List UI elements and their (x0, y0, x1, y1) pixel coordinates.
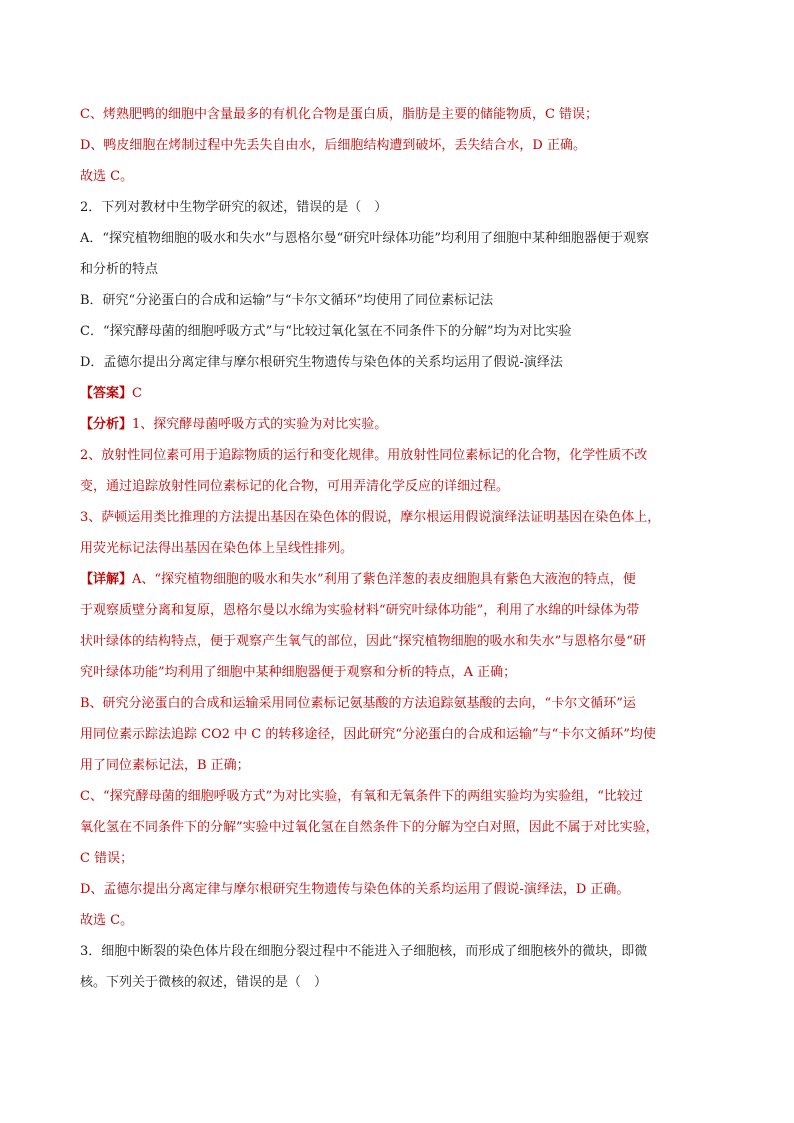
text-line (80, 130, 695, 161)
text-line (80, 812, 695, 843)
line-text: 用同位素示踪法追踪 CO2 中 C 的转移途径，因此研究“分泌蛋白的合成和运输”与“卡尔文循环”均使 (80, 727, 656, 742)
line-text: C、烤熟肥鸭的细胞中含量最多的有机化合物是蛋白质，脂肪是主要的储能物质，C 错误； (80, 107, 599, 122)
text-line (80, 719, 695, 750)
text-line (80, 626, 695, 657)
text-line (80, 874, 695, 905)
line-text: B、研究分泌蛋白的合成和运输采用同位素标记氨基酸的方法追踪氨基酸的去向，“卡尔文循环”运 (80, 696, 636, 711)
line-text: A、“探究植物细胞的吸水和失水”利用了紫色洋葱的表皮细胞具有紫色大液泡的特点，便 (132, 572, 636, 587)
line-text: 变，通过追踪放射性同位素标记的化合物，可用弄清化学反应的详细过程。 (80, 479, 510, 494)
text-line (80, 657, 695, 688)
section-tag: 【答案】 (80, 386, 133, 401)
section-tag: 【分析】 (80, 417, 133, 432)
text-line (80, 440, 695, 471)
line-text: 状叶绿体的结构特点，便于观察产生氧气的部位，因此“探究植物细胞的吸水和失水”与恩格尔曼“研 (80, 634, 646, 649)
text-line (80, 99, 695, 130)
line-text: 故选 C。 (80, 913, 134, 928)
line-text: C (132, 386, 142, 401)
text-line (80, 750, 695, 781)
text-line (80, 843, 695, 874)
line-text: 2、放射性同位素可用于追踪物质的运行和变化规律。用放射性同位素标记的化合物，化学性质不改 (80, 448, 648, 463)
text-line (80, 595, 695, 626)
line-text: 于观察质壁分离和复原，恩格尔曼以水绵为实验材料“研究叶绿体功能”，利用了水绵的叶绿体为带 (80, 603, 640, 618)
line-text: 用荧光标记法得出基因在染色体上呈线性排列。 (80, 541, 354, 556)
line-text: 用了同位素标记法，B 正确； (80, 758, 250, 773)
text-line (80, 967, 695, 998)
line-text: 2．下列对教材中生物学研究的叙述，错误的是（ ） (80, 200, 388, 215)
text-line (80, 688, 695, 719)
line-text: C 错误； (80, 851, 134, 866)
text-line (80, 254, 695, 285)
text-line (80, 564, 695, 595)
text-line (80, 161, 695, 192)
line-text: 究叶绿体功能”均利用了细胞中某种细胞器便于观察和分析的特点，A 正确； (80, 665, 517, 680)
line-text: C．“探究酵母菌的细胞呼吸方式”与“比较过氧化氢在不同条件下的分解”均为对比实验 (80, 324, 572, 339)
text-line (80, 223, 695, 254)
section-tag: 【详解】 (80, 572, 133, 587)
text-line (80, 316, 695, 347)
line-text: 氧化氢在不同条件下的分解”实验中过氧化氢在自然条件下的分解为空白对照，因此不属于对比实验， (80, 820, 659, 835)
document-body (80, 99, 695, 998)
text-line (80, 471, 695, 502)
line-text: 3．细胞中断裂的染色体片段在细胞分裂过程中不能进入子细胞核，而形成了细胞核外的微块，即微 (80, 944, 648, 959)
text-line (80, 502, 695, 533)
line-text: 1、探究酵母菌呼吸方式的实验为对比实验。 (132, 417, 388, 432)
line-text: 核。下列关于微核的叙述，错误的是（ ） (80, 975, 328, 990)
text-line (80, 936, 695, 967)
line-text: D、孟德尔提出分离定律与摩尔根研究生物遗传与染色体的关系均运用了假说-演绎法，D 正确。 (80, 882, 630, 897)
text-line (80, 409, 695, 440)
line-text: B．研究“分泌蛋白的合成和运输”与“卡尔文循环”均使用了同位素标记法 (80, 293, 494, 308)
text-line (80, 285, 695, 316)
line-text: D、鸭皮细胞在烤制过程中先丢失自由水，后细胞结构遭到破坏，丢失结合水，D 正确。 (80, 138, 586, 153)
text-line (80, 347, 695, 378)
line-text: 故选 C。 (80, 169, 134, 184)
text-line (80, 533, 695, 564)
line-text: 3、萨顿运用类比推理的方法提出基因在染色体的假说，摩尔根运用假说演绎法证明基因在染色体上， (80, 510, 661, 525)
line-text: D．孟德尔提出分离定律与摩尔根研究生物遗传与染色体的关系均运用了假说-演绎法 (80, 355, 563, 370)
text-line (80, 378, 695, 409)
text-line (80, 905, 695, 936)
line-text: C、“探究酵母菌的细胞呼吸方式”为对比实验，有氧和无氧条件下的两组实验均为实验组，“比较过 (80, 789, 643, 804)
text-line (80, 192, 695, 223)
text-line (80, 781, 695, 812)
line-text: A．“探究植物细胞的吸水和失水”与恩格尔曼“研究叶绿体功能”均利用了细胞中某种细胞器便于观察 (80, 231, 649, 246)
line-text: 和分析的特点 (80, 262, 159, 277)
